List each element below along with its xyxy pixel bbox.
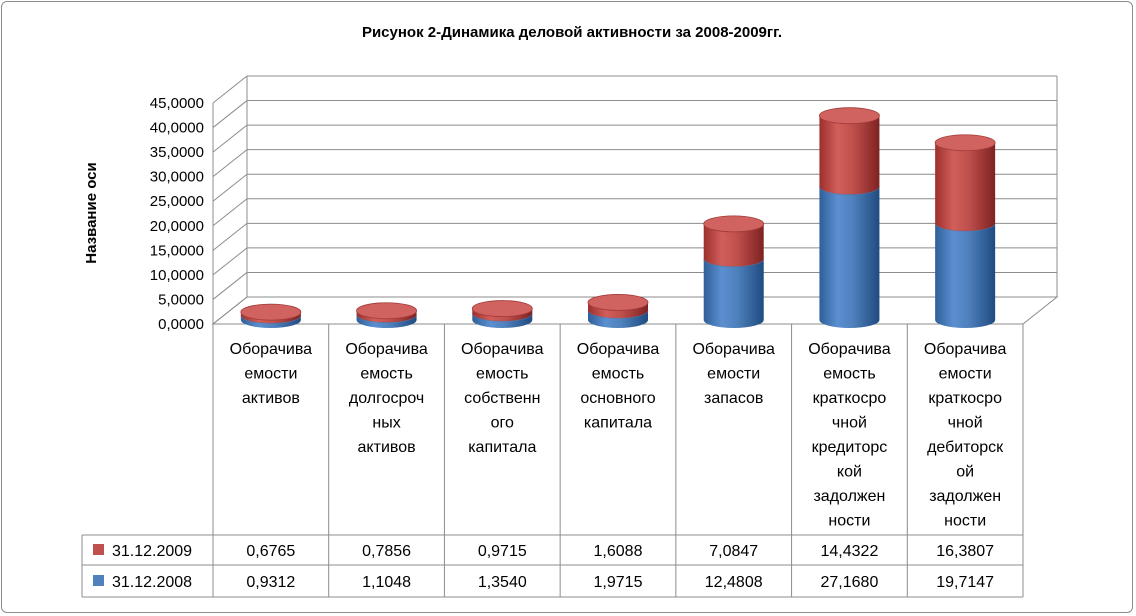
category-label-line: активов — [357, 439, 416, 456]
category-label-line: Оборачива — [923, 341, 1007, 358]
category-label-line: ого — [490, 414, 514, 432]
y-tick-label: 15,0000 — [149, 242, 204, 260]
category-label-line: емость — [823, 365, 876, 383]
bars — [241, 108, 995, 328]
bar-top-cap — [357, 303, 417, 319]
table-cell: 0,7856 — [362, 543, 412, 560]
gridline-side — [213, 272, 247, 299]
table-cell: 0,6765 — [246, 543, 296, 560]
category-label-line: чной — [831, 414, 867, 432]
category-label-line: собственн — [464, 390, 541, 407]
category-label — [461, 341, 544, 456]
table-cell: 16,3807 — [936, 543, 995, 560]
category-label-line: емость — [360, 365, 413, 383]
category-label-line: ных — [372, 414, 401, 432]
y-tick-label: 45,0000 — [149, 95, 204, 112]
category-label-line: кой — [836, 463, 862, 481]
bar-top-cap — [704, 216, 764, 232]
category-label-line: основного — [580, 390, 656, 407]
table-cell: 7,0847 — [709, 543, 759, 560]
y-tick-label: 30,0000 — [149, 168, 204, 186]
chart-title: Рисунок 2-Динамика деловой активности за 2008-2009гг. — [361, 24, 783, 41]
gridline-side — [213, 223, 247, 250]
category-label-line: емости — [707, 365, 761, 383]
category-label-line: ой — [956, 463, 975, 481]
y-tick-label: 40,0000 — [149, 119, 204, 137]
category-label-line: ности — [944, 512, 987, 530]
category-label-line: задолжен — [813, 488, 886, 505]
bar-top-cap — [588, 294, 648, 310]
y-tick-label: 0,0000 — [158, 316, 204, 333]
category-label-line: краткосро — [928, 390, 1002, 407]
bar-2009 — [935, 143, 995, 231]
category-label-line: капитала — [468, 439, 537, 456]
bar-2008 — [935, 223, 995, 328]
category-label-line: чной — [947, 414, 983, 432]
data-table — [82, 324, 1023, 597]
bar-top-cap — [472, 301, 532, 317]
gridlines — [213, 76, 1057, 324]
legend-key — [93, 544, 104, 555]
gridline-side — [213, 76, 247, 103]
table-cell: 0,9715 — [477, 543, 527, 560]
table-cell: 12,4808 — [704, 574, 763, 591]
y-tick-label: 25,0000 — [149, 193, 204, 211]
table-cell: 1,1048 — [362, 574, 412, 591]
category-label-line: активов — [241, 390, 300, 407]
gridline-side — [213, 101, 247, 128]
category-label-line: ности — [828, 512, 871, 530]
category-label — [577, 341, 660, 432]
category-label-line: долгосроч — [348, 390, 425, 407]
table-cell: 0,9312 — [246, 574, 296, 591]
category-label-line: Оборачива — [461, 341, 544, 358]
gridline-side — [213, 199, 247, 226]
category-label-line: емости — [244, 365, 298, 383]
category-label-line: емости — [938, 365, 992, 383]
bar-2008 — [704, 259, 764, 328]
category-label-line: Оборачива — [692, 341, 775, 358]
category-label — [808, 341, 891, 530]
category-label-line: задолжен — [929, 488, 1002, 505]
legend-key — [93, 575, 104, 586]
bar-top-cap — [819, 108, 879, 124]
bar-2008 — [819, 187, 879, 328]
category-label-line: капитала — [583, 414, 653, 432]
bar-top-cap — [241, 304, 301, 320]
y-tick-label: 10,0000 — [149, 266, 204, 284]
y-tick-label: 20,0000 — [149, 217, 204, 235]
category-label-line: Оборачива — [808, 341, 891, 358]
category-label-line: краткосро — [812, 390, 887, 407]
table-cell: 19,7147 — [936, 574, 995, 591]
y-axis-title: Название оси — [83, 162, 100, 264]
category-label-line: Оборачива — [345, 341, 428, 358]
category-label — [924, 341, 1007, 530]
category-label — [345, 341, 428, 456]
table-cell: 14,4322 — [820, 543, 879, 560]
category-label-line: емость — [476, 365, 529, 383]
category-label-line: запасов — [704, 390, 764, 407]
category-label — [692, 341, 775, 407]
y-tick-label: 35,0000 — [149, 144, 204, 162]
y-tick-label: 5,0000 — [158, 291, 204, 309]
legend-label: 31.12.2008 — [112, 574, 193, 591]
category-label-line: Оборачива — [576, 341, 660, 358]
bar-top-cap — [935, 135, 995, 151]
table-cell: 1,6088 — [593, 543, 643, 560]
category-label-line: емость — [591, 365, 645, 383]
gridline-side — [213, 174, 247, 201]
table-cell: 1,9715 — [593, 574, 643, 591]
category-label-line: дебиторск — [927, 439, 1004, 456]
table-cell: 1,3540 — [477, 574, 527, 591]
category-label — [230, 341, 313, 407]
legend-label: 31.12.2009 — [112, 543, 193, 560]
y-tick-labels — [150, 95, 204, 333]
category-label-line: Оборачива — [229, 341, 313, 358]
gridline-side — [213, 248, 247, 275]
category-label-line: кредиторс — [811, 439, 888, 456]
bar-2009 — [819, 116, 879, 195]
gridline-side — [213, 150, 247, 177]
table-cell: 27,1680 — [820, 574, 879, 591]
gridline-side — [213, 125, 247, 152]
